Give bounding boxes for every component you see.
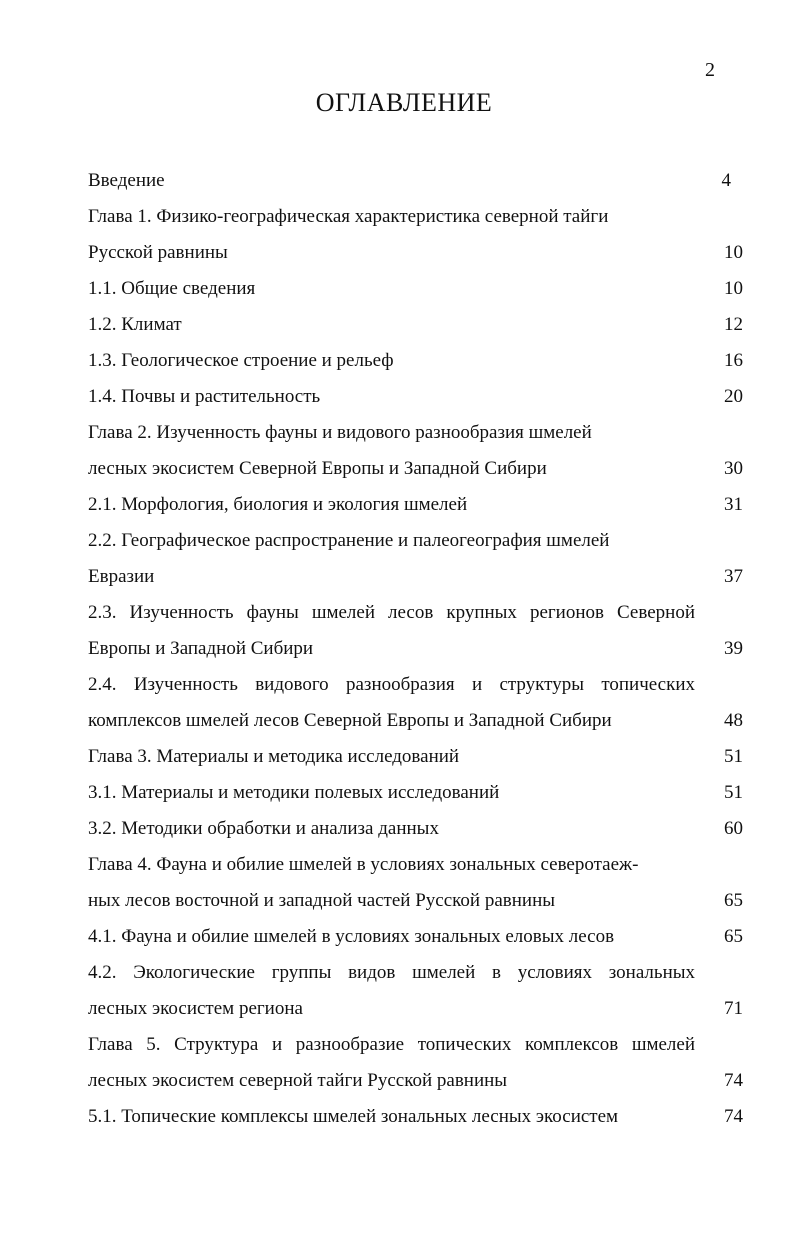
toc-entry-page: 65 xyxy=(724,890,743,911)
toc-entry-chapter-2[interactable] xyxy=(88,415,743,451)
page-number: 2 xyxy=(705,59,715,81)
toc-entry-text: 4.1. Фауна и обилие шмелей в условиях зональных еловых лесов xyxy=(88,926,615,947)
toc-entry-1-2[interactable] xyxy=(88,307,743,343)
toc-entry-3-2[interactable] xyxy=(88,811,743,847)
toc-entry-1-4[interactable] xyxy=(88,379,743,415)
toc-entry-4-1[interactable] xyxy=(88,919,743,955)
toc-entry-page: 16 xyxy=(724,350,743,371)
toc-entry-page: 12 xyxy=(724,314,743,335)
toc-entry-text: 1.1. Общие сведения xyxy=(88,278,256,299)
toc-entry-4-2[interactable] xyxy=(88,955,743,991)
toc-entry-1-1[interactable] xyxy=(88,271,743,307)
toc-entry-page: 60 xyxy=(724,818,743,839)
toc-entry-text: Русской равнины xyxy=(88,242,228,263)
toc-entry-chapter-4[interactable] xyxy=(88,847,743,883)
toc-entry-text: Введение xyxy=(88,170,165,191)
toc-entry-page: 51 xyxy=(724,746,743,767)
toc-entry-text: Европы и Западной Сибири xyxy=(88,638,314,659)
toc-entry-intro[interactable] xyxy=(88,163,743,199)
toc-entry-2-3-cont[interactable] xyxy=(88,631,743,667)
toc-entry-page: 4 xyxy=(721,170,731,191)
toc-entry-page: 20 xyxy=(724,386,743,407)
toc-entry-chapter-1[interactable] xyxy=(88,199,743,235)
toc-entry-page: 74 xyxy=(724,1106,743,1127)
toc-entry-text: 2.3. Изученность фауны шмелей лесов крупных регионов Северной xyxy=(88,602,695,623)
toc-entry-2-1[interactable] xyxy=(88,487,743,523)
toc-entry-chapter-1-cont[interactable] xyxy=(88,235,743,271)
toc-entry-page: 10 xyxy=(724,242,743,263)
toc-entry-2-2-cont[interactable] xyxy=(88,559,743,595)
toc-entry-text: 1.3. Геологическое строение и рельеф xyxy=(88,350,394,371)
toc-entry-text: 3.1. Материалы и методики полевых исследований xyxy=(88,782,500,803)
toc-entry-text: ных лесов восточной и западной частей Русской равнины xyxy=(88,890,556,911)
toc-entry-page: 51 xyxy=(724,782,743,803)
toc-entry-text: 4.2. Экологические группы видов шмелей в условиях зональных xyxy=(88,962,695,983)
toc-entry-page: 30 xyxy=(724,458,743,479)
toc-entry-1-3[interactable] xyxy=(88,343,743,379)
toc-entry-text: лесных экосистем Северной Европы и Западной Сибири xyxy=(88,458,547,479)
toc-entry-text: Глава 2. Изученность фауны и видового разнообразия шмелей xyxy=(88,422,592,443)
toc-entry-text: лесных экосистем региона xyxy=(88,998,303,1019)
toc-entry-text: 5.1. Топические комплексы шмелей зональных лесных экосистем xyxy=(88,1106,619,1127)
toc-entry-chapter-3[interactable] xyxy=(88,739,743,775)
toc-entry-text: 1.2. Климат xyxy=(88,314,182,335)
toc-entry-chapter-5[interactable] xyxy=(88,1027,743,1063)
toc-entry-text: Глава 5. Структура и разнообразие топических комплексов шмелей xyxy=(88,1034,695,1055)
toc-entry-3-1[interactable] xyxy=(88,775,743,811)
toc-entry-page: 31 xyxy=(724,494,743,515)
toc-entry-2-2[interactable] xyxy=(88,523,743,559)
toc-entry-4-2-cont[interactable] xyxy=(88,991,743,1027)
toc-entry-text: 2.4. Изученность видового разнообразия и структуры топических xyxy=(88,674,695,695)
toc-entry-page: 48 xyxy=(724,710,743,731)
toc-entry-chapter-4-cont[interactable] xyxy=(88,883,743,919)
toc-entry-2-3[interactable] xyxy=(88,595,743,631)
toc-entry-text: комплексов шмелей лесов Северной Европы и Западной Сибири xyxy=(88,710,612,731)
toc-entry-text: 2.1. Морфология, биология и экология шмелей xyxy=(88,494,468,515)
toc-entry-text: Глава 4. Фауна и обилие шмелей в условиях зональных северотаеж- xyxy=(88,854,639,875)
toc-entry-2-4-cont[interactable] xyxy=(88,703,743,739)
toc-entry-chapter-2-cont[interactable] xyxy=(88,451,743,487)
toc-entry-text: Евразии xyxy=(88,566,155,587)
toc-entry-2-4[interactable] xyxy=(88,667,743,703)
toc-entry-page: 10 xyxy=(724,278,743,299)
toc-entry-page: 74 xyxy=(724,1070,743,1091)
toc-entry-page: 39 xyxy=(724,638,743,659)
table-of-contents xyxy=(88,163,743,1135)
toc-entry-chapter-5-cont[interactable] xyxy=(88,1063,743,1099)
toc-entry-text: Глава 1. Физико-географическая характеристика северной тайги xyxy=(88,206,609,227)
toc-entry-text: лесных экосистем северной тайги Русской равнины xyxy=(88,1070,508,1091)
toc-entry-page: 71 xyxy=(724,998,743,1019)
toc-entry-text: 2.2. Географическое распространение и палеогеография шмелей xyxy=(88,530,610,551)
toc-entry-page: 65 xyxy=(724,926,743,947)
toc-entry-text: Глава 3. Материалы и методика исследований xyxy=(88,746,460,767)
toc-entry-page: 37 xyxy=(724,566,743,587)
toc-entry-5-1[interactable] xyxy=(88,1099,743,1135)
toc-entry-text: 3.2. Методики обработки и анализа данных xyxy=(88,818,439,839)
page-title: ОГЛАВЛЕНИЕ xyxy=(315,88,493,117)
toc-entry-text: 1.4. Почвы и растительность xyxy=(88,386,321,407)
